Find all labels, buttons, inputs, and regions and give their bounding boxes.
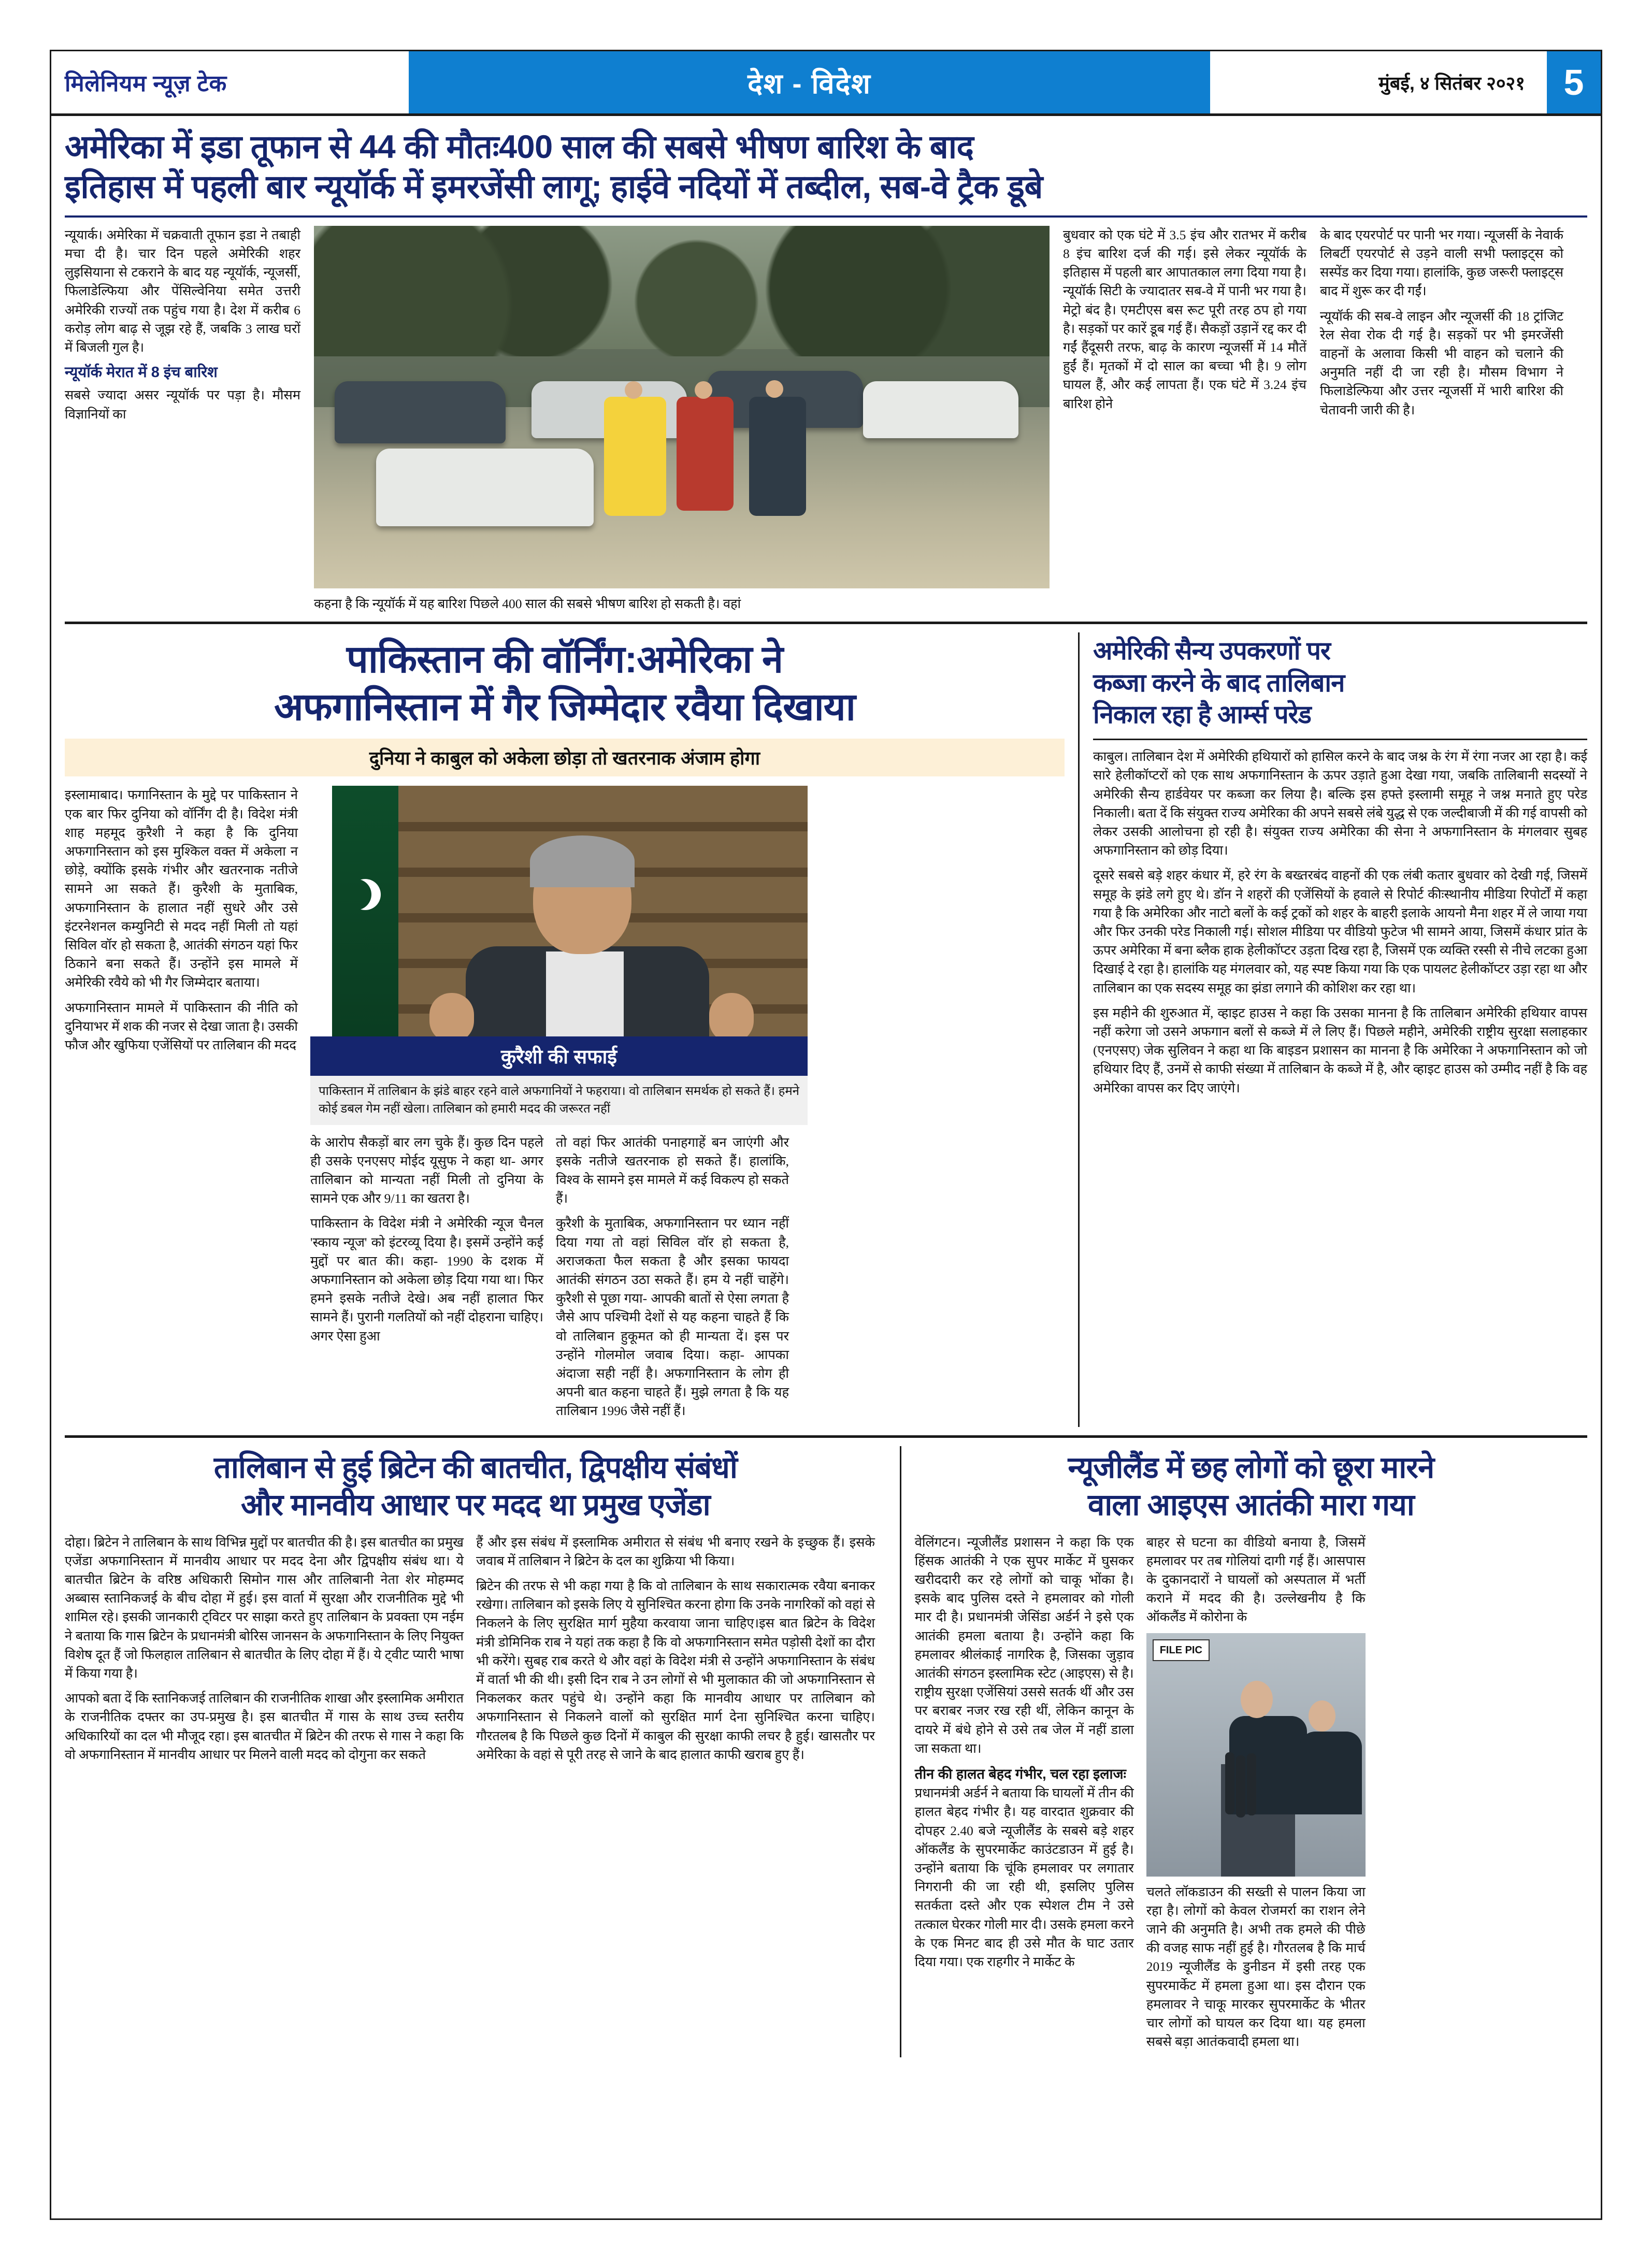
- nz-para-2: प्रधानमंत्री अर्डर्न ने बताया कि घायलों में तीन की हालत बेहद गंभीर है। यह वारदात शुक्रवार की दोपहर 2.40 बजे न्यूजीलैंड के सबसे बड़े शहर ऑकलैंड के सुपरमार्केट काउंटडाउन में हुई है। उन्होंने बताया कि चूंकि हमलावर पर लगातार निगरानी की जा रही थी, इसलिए पुलिस सतर्कता दस्ते और एक स्पेशल टीम ने उसे तत्काल घेरकर गोली मार दी। उसके हमला करने के एक मिनट बाद ही उसे मौत के घाट उतार दिया गया। एक राहगीर ने मार्केट के: [914, 1785, 1134, 1970]
- newzealand-columns: [915, 1533, 1587, 2058]
- newzealand-headline: [915, 1449, 1587, 1524]
- official-body: [1300, 1732, 1362, 1814]
- flag-white-bar: [310, 786, 332, 1076]
- speaker-hair: [530, 835, 635, 887]
- submerged-car: [335, 381, 506, 443]
- lead-para-4: के बाद एयरपोर्ट पर पानी भर गया। न्यूजर्सी के नेवार्क लिबर्टी एयरपोर्ट से उड़ने वाली सभी फ्लाइट्स को सस्पेंड कर दिया गया। हालांकि, कुछ जरूरी फ्लाइट्स बाद में शुरू कर दी गईं।: [1320, 227, 1563, 299]
- qureshi-photo: [310, 786, 808, 1076]
- person-head: [766, 380, 783, 398]
- britain-column-2: [476, 1533, 875, 1770]
- microphone-icon: [1247, 1753, 1256, 1815]
- pakistan-story: [65, 632, 1078, 1427]
- file-pic-tag: FILE PIC: [1153, 1639, 1210, 1661]
- lead-headline: [65, 127, 1587, 207]
- publication-brand: मिलेनियम न्यूज़ टेक: [65, 71, 227, 96]
- pakistan-para-1: इस्लामाबाद। फगानिस्तान के मुद्दे पर पाकिस्तान ने एक बार फिर दुनिया को वॉर्निंग दी है। विदेश मंत्री शाह महमूद कुरैशी ने कहा है कि दुनिया अफगानिस्तान को इस मुश्किल वक्त में अकेला न छोड़े, क्योंकि इसके गंभीर और खतरनाक नतीजे सामने आ सकते हैं। कुरैशी के मुताबिक, अफगानिस्तान के हालात नहीं सुधरे और उसे इंटरनेशनल कम्युनिटी से मदद नहीं मिली तो यहां सिविल वॉर हो सकता है, आतंकी संगठन यहां फिर ठिकाने बना सकते हैं। उन्होंने इस मामले में अमेरिकी रवैये को भी गैर जिम्मेदार बताया।: [65, 787, 298, 990]
- pakistan-columns: [65, 786, 1065, 1426]
- speaker-hand: [429, 993, 474, 1043]
- person-in-raincoat: [604, 397, 666, 516]
- taliban-para-2: दूसरे सबसे बड़े शहर कंधार में, हरे रंग के बख्तरबंद वाहनों की एक लंबी कतार बुधवार को देखी गई, जिसमें समूह के झंडे लगे हुए थे। डॉन ने शहरों की एजेंसियों के हवाले से रिपोर्ट कीःस्थानीय मीडिया रिपोर्टों में कहा गया है कि अमेरिका और नाटो बलों के कई ट्रकों को शहर के बाहरी इलाके आयनो मैना शहर में ले जाया गया और फिर उनकी परेड निकाली गई। सोशल मीडिया पर वीडियो फुटेज भी सामने आया, जिसमें कंधार प्रांत के ऊपर अमेरिका में बना ब्लैक हाक हेलीकॉप्टर उड़ता दिख रहा है, जिसमें एक व्यक्ति रस्सी से नीचे लटका हुआ दिखाई दे रहा है। हालांकि यह मंगलवार को, यह स्पष्ट किया गया कि एक पायलट हेलीकॉप्टर उड़ा रहा था और तालिबान का एक सदस्य समूह का झंडा लगाने की कोशिश कर रहा था।: [1093, 868, 1587, 996]
- pm-head: [1241, 1681, 1273, 1718]
- section-divider-2: [65, 1435, 1587, 1438]
- lead-para-3: बुधवार को एक घंटे में 3.5 इंच और रातभर में करीब 8 इंच बारिश दर्ज की गई। इसे लेकर न्यूयॉर्क के इतिहास में पहली बार आपातकाल लगा दिया गया है। न्यूयॉर्क सिटी के ज्यादातर सब-वे में पानी भर गया है। मेट्रो बंद है। एमटीएस बस रूट पूरी तरह ठप हो गया है। सड़कों पर कारें डूब गई हैं। सैकड़ों उड़ानें रद्द कर दी गईं हैंदूसरी तरफ, बाढ़ के कारण न्यूजर्सी में 14 मौतें हुईं हैं। मृतकों में दो साल का बच्चा भी है। 9 लोग घायल हैं, और कई लापता हैं। एक घंटे में 3.24 इंच बारिश होने: [1063, 227, 1306, 411]
- taliban-arms-body: [1093, 747, 1587, 1098]
- pakistan-headline-line1: पाकिस्तान की वॉर्निंग:अमेरिका ने: [346, 637, 783, 681]
- dateline: मुंबई, ४ सितंबर २०२१: [1378, 72, 1525, 94]
- pakistan-lower-col-1: [310, 1133, 543, 1427]
- lead-headline-line2: इतिहास में पहली बार न्यूयॉर्क में इमरजेंसी लागू; हाईवे नदियों में तब्दील, सब-वे ट्रैक डूबे: [65, 168, 1043, 205]
- britain-para-2: आपको बता दें कि स्तानिकजई तालिबान की राजनीतिक शाखा और इस्लामिक अमीरात के राजनीतिक दफ्तर का उप-प्रमुख है। इस बातचीत में गास के साथ उच्च स्तरीय अधिकारियों का दल भी मौजूद रहा। इस बातचीत में ब्रिटेन की तरफ से गास ने कहा कि वो अफगानिस्तान में मानवीय आधार पर मिलने वाली मदद को दोगुना कर सकते: [65, 1691, 464, 1762]
- auckland-photo: [1146, 1633, 1366, 1877]
- flood-photo: [314, 226, 1050, 588]
- britain-headline-line2: और मानवीय आधार पर मदद था प्रमुख एजेंडा: [241, 1488, 710, 1522]
- pakistan-headline: [65, 636, 1065, 731]
- masthead-left: [51, 51, 409, 113]
- taliban-para-3: इस महीने की शुरुआत में, व्हाइट हाउस ने कहा कि उसका मानना है कि तालिबान अमेरिकी हथियार वापस नहीं करेगा जो उसने अफगान बलों से कब्जे में ले लिए हैं। पिछले महीने, अमेरिकी राष्ट्रीय सुरक्षा सलाहकार (एनएसए) जेक सुलिवन ने कहा था कि बाइडन प्रशासन का मानना है कि अमेरिका ने अफगानिस्तान को जो हथियार दिए हैं, उनमें से काफी संख्या में तालिबान के कब्जे में है, और व्हाइट हाउस को उम्मीद नहीं है कि वह अमेरिका वापस कर दिए जाएंगे।: [1093, 1005, 1587, 1095]
- section-band: [409, 51, 1210, 113]
- flag-crescent-icon: [340, 879, 371, 910]
- lead-para-2: सबसे ज्यादा असर न्यूयॉर्क पर पड़ा है। मौसम विज्ञानियों का: [65, 387, 300, 422]
- person-head: [625, 381, 642, 399]
- nz-headline-line1: न्यूजीलैंड में छह लोगों को छूरा मारने: [1068, 1450, 1434, 1484]
- pakistan-lower-col-2: [556, 1133, 789, 1427]
- nz-para-1: वेलिंगटन। न्यूजीलैंड प्रशासन ने कहा कि एक हिंसक आतंकी ने एक सुपर मार्केट में घुसकर खरीददारी कर रहे लोगों को चाकू भोंका है। इसके बाद पुलिस दस्ते ने हमलावर को गोली मार दी है। प्रधानमंत्री जेसिंडा अर्डर्न ने इसे एक आतंकी हमला बताया है। उन्होंने कहा कि हमलावर श्रीलंकाई नागरिक है, जिसका जुड़ाव आतंकी संगठन इस्लामिक स्टेट (आइएस) से है। राष्ट्रीय सुरक्षा एजेंसियां उससे सतर्क थीं और उस पर बराबर नजर रख रही थीं, लेकिन कानून के दायरे में बंधे होने से उसे तब जेल में नहीं डाला जा सकता था।: [914, 1534, 1134, 1756]
- britain-para-4: ब्रिटेन की तरफ से भी कहा गया है कि वो तालिबान के साथ सकारात्मक रवैया बनाकर रखेगा। तालिबान को इसके लिए ये सुनिश्चित करना होगा कि उनके नागरिकों को वहां से निकलने के लिए सुरक्षित मार्ग मुहैया करवाया जाना चाहिए।इस बात ब्रिटेन के विदेश मंत्री डोमिनिक राब ने यहां तक कहा है कि वो अफगानिस्तान समेत पड़ोसी देशों का दौरा भी करेंगे। सुबह राब करते थे और वहां के विदेश मंत्री से उन्होंने अफगानिस्तान के संबंध में वार्ता भी की थी। इसी दिन राब ने उन लोगों से भी मुलाकात की जो अफगानिस्तान से निकलकर कतर पहुंचे थे। उन्होंने कहा कि मानवीय आधार पर तालिबान को अफगानिस्तान से निकलने वालों को सुरक्षित मार्ग देना सुनिश्चित करना चाहिए। गौरतलब है कि पिछले कुछ दिनों में काबुल की सुरक्षा काफी लचर है हुई। खासतौर पर अमेरिका के वहां से पूरी तरह से जाने के बाद हालात काफी खराब हुए हैं।: [476, 1578, 875, 1762]
- section-title: देश - विदेश: [748, 68, 871, 99]
- story-divider: [1093, 739, 1587, 740]
- lead-story: [51, 116, 1601, 218]
- lead-subhead: न्यूयॉर्क मेरात में 8 इंच बारिश: [65, 364, 218, 381]
- microphone-icon: [1236, 1755, 1245, 1818]
- nz-para-4: चलते लॉकडाउन की सख्ती से पालन किया जा रहा है। लोगों को केवल रोजमर्रा का राशन लेने जाने की अनुमति है। अभी तक हमले की पीछे की वजह साफ नहीं हुई है। गौरतलब है कि मार्च 2019 न्यूजीलैंड के डुनीडन में इसी तरह एक सुपरमार्केट में हमला हुआ था। इस दौरान एक हमलावर ने चाकू मारकर सुपरमार्केट के भीतर चार लोगों को घायल कर दिया था। यह हमला सबसे बड़ा आतंकवादी हमला था।: [1146, 1884, 1366, 2050]
- taliban-para-1: काबुल। तालिबान देश में अमेरिकी हथियारों को हासिल करने के बाद जश्न के रंग में रंगा नजर आ रहा है। कई सारे हेलीकॉप्टरों को एक साथ अफगानिस्तान के ऊपर उड़ाते हुआ देखा गया, जबकि तालिबानी सदस्यों ने अमेरिकी सैन्य हार्डवेयर पर कब्जा कर लिया है। बल्कि इस हफ्ते इस्लामी समूह ने जश्न मनाते हुए परेड निकाली। बता दें कि संयुक्त राज्य अमेरिका की अपने सबसे लंबे युद्ध से एक जल्दीबाजी में की गई वापसी को लेकर उसकी आलोचना हो रही है। संयुक्त राज्य अमेरिका की सेना ने अफगानिस्तान के मंगलवार सुबह अफगानिस्तान को छोड़ दिया।: [1093, 749, 1587, 858]
- lead-para-1: न्यूयार्क। अमेरिका में चक्रवाती तूफान इडा ने तबाही मचा दी है। चार दिन पहले अमेरिकी शहर लुइसियाना से टकराने के बाद यह न्यूयॉर्क, न्यूजर्सी, फिलाडेल्फिया और पेंसिल्वेनिया समेत उत्तरी अमेरिकी राज्यों तक पहुंच गया है। देश में करीब 6 करोड़ लोग बाढ़ से जूझ रहे हैं, जबकि 3 लाख घरों में बिजली गुल है।: [65, 227, 300, 355]
- page-number: 5: [1542, 51, 1601, 113]
- pakistan-para-5: तो वहां फिर आतंकी पनाहगाहें बन जाएंगी और इसके नतीजे खतरनाक हो सकते हैं। हालांकि, विश्व के सामने इस मामले में कई विकल्प हो सकते हैं।: [556, 1134, 789, 1206]
- bottom-section: [51, 1446, 1601, 2058]
- photo-caption: कहना है कि न्यूयॉर्क में यह बारिश पिछले 400 साल की सबसे भीषण बारिश हो सकती है। वहां: [314, 596, 741, 611]
- nz-column-2: [1146, 1533, 1366, 2058]
- pakistan-column-3: [820, 786, 1053, 1426]
- lead-headline-line1: अमेरिका में इडा तूफान से 44 की मौतः400 साल की सबसे भीषण बारिश के बाद: [65, 129, 974, 165]
- lead-photo-block: [314, 226, 1050, 613]
- britain-column-1: [65, 1533, 464, 1770]
- taliban-headline-line2: कब्जा करने के बाद तालिबान: [1093, 669, 1345, 697]
- pakistan-headline-line2: अफगानिस्तान में गैर जिम्मेदार रवैया दिखाया: [274, 685, 855, 728]
- nz-para-3: बाहर से घटना का वीडियो बनाया है, जिसमें हमलावर पर तब गोलियां दागी गई हैं। आसपास के दुकानदारों ने घायलों को अस्पताल में भर्ती कराने में मदद की है। उल्लेखनीय है कि ऑकलैंड में कोरोना के: [1146, 1534, 1366, 1625]
- pakistan-flag: [310, 786, 398, 1076]
- newzealand-story: [900, 1446, 1587, 2058]
- lead-body: [51, 218, 1601, 613]
- britain-headline: [65, 1449, 886, 1524]
- submerged-car: [863, 381, 1018, 438]
- nz-column-1: [915, 1533, 1134, 2058]
- britain-para-1: दोहा। ब्रिटेन ने तालिबान के साथ विभिन्न मुद्दों पर बातचीत की है। इस बातचीत का प्रमुख एजेंडा अफगानिस्तान में मानवीय आधार पर मदद देना और द्विपक्षीय संबंध था। ये बातचीत ब्रिटेन के वरिष्ठ अधिकारी सिमोन गास और तालिबानी नेता शेर मोहम्मद अब्बास स्तानिकजई के बीच दोहा में हुई। इस वार्ता में सुरक्षा और राजनीतिक मुद्दे भी शामिल रहे। इसकी जानकारी ट्विटर पर साझा करते हुए तालिबान के प्रवक्ता एम नईम ने बताया कि गास ब्रिटेन के प्रधानमंत्री बोरिस जानसन के अफगानिस्तान के लिए नियुक्त विशेष दूत हैं जो फिलहाल तालिबान से बातचीत के लिए दोहा में हैं। ये ट्वीट प्यारी भाषा में किया गया है।: [65, 1534, 464, 1681]
- taliban-headline-line3: निकाल रहा है आर्म्स परेड: [1093, 701, 1311, 729]
- pakistan-photo-block: [310, 786, 808, 1426]
- lead-para-5: न्यूयॉर्क की सब-वे लाइन और न्यूजर्सी की 18 ट्रांजिट रेल सेवा रोक दी गई है। सड़कों पर भी इमरजेंसी वाहनों के अलावा किसी भी वाहन को चलाने की अनुमति नहीं दी जा रही है। मौसम विभाग ने फिलाडेल्फिया और उत्तर न्यूजर्सी में भारी बारिश की चेतावनी जारी की है।: [1320, 308, 1563, 417]
- masthead: [51, 51, 1601, 116]
- section-divider: [65, 622, 1587, 624]
- britain-columns: [65, 1533, 886, 1770]
- pakistan-column-1: [65, 786, 298, 1426]
- middle-section: [51, 632, 1601, 1427]
- taliban-headline-line1: अमेरिकी सैन्य उपकरणों पर: [1093, 637, 1330, 665]
- official-head: [1309, 1700, 1335, 1732]
- speaker-hand: [709, 993, 754, 1043]
- britain-para-3: हैं और इस संबंध में इस्लामिक अमीरात से संबंध भी बनाए रखने के इच्छुक हैं। इसके जवाब में तालिबान ने ब्रिटेन के दल का शुक्रिया भी किया।: [476, 1534, 875, 1568]
- pakistan-para-2: अफगानिस्तान मामले में पाकिस्तान की नीति को दुनियाभर में शक की नजर से देखा जाता है। उसकी फौज और खुफिया एजेंसियों पर तालिबान की मदद: [65, 1000, 298, 1053]
- pakistan-lower-columns: [310, 1133, 808, 1427]
- pakistan-para-6: कुरैशी के मुताबिक, अफगानिस्तान पर ध्यान नहीं दिया गया तो वहां सिविल वॉर हो सकता है, अराजकता फैल सकता है और इसका फायदा आतंकी संगठन उठा सकते हैं। हम ये नहीं चाहेंगे। कुरैशी से पूछा गया- आपकी बातों से ऐसा लगता है जैसे आप पश्चिमी देशों से यह कहना चाहते हैं कि वो तालिबान हुकूमत को ही मान्यता दें। इस पर उन्होंने गोलमोल जवाब दिया। कहा- आपका अंदाजा सही नहीं है। अफगानिस्तान के लोग ही अपनी बात कहना चाहते हैं। मुझे लगता है कि यह तालिबान 1996 जैसे नहीं हैं।: [556, 1216, 789, 1419]
- taliban-arms-story: [1078, 632, 1587, 1427]
- photo-caption-box: पाकिस्तान में तालिबान के झंडे बाहर रहने वाले अफगानियों ने फहराया। वो तालिबान समर्थक हो सकते हैं। हमने कोई डबल गेम नहीं खेला। तालिबान को हमारी मदद की जरूरत नहीं: [310, 1076, 808, 1124]
- pakistan-kicker: दुनिया ने काबुल को अकेला छोड़ा तो खतरनाक अंजाम होगा: [65, 739, 1065, 776]
- pakistan-para-4: पाकिस्तान के विदेश मंत्री ने अमेरिकी न्यूज चैनल 'स्काय न्यूज' को इंटरव्यू दिया है। इसमें उन्होंने कई मुद्दों पर बात की। कहा- 1990 के दशक में अफगानिस्तान को अकेला छोड़ दिया गया था। फिर हमने इसके नतीजे देखे। अब नहीं हालात फिर सामने हैं। पुरानी गलतियों को नहीं दोहराना चाहिए। अगर ऐसा हुआ: [310, 1216, 543, 1344]
- person-in-red: [677, 397, 734, 511]
- nz-headline-line2: वाला आइएस आतंकी मारा गया: [1087, 1488, 1414, 1522]
- microphone-icon: [1225, 1752, 1234, 1814]
- masthead-right: [1210, 51, 1542, 113]
- britain-headline-line1: तालिबान से हुई ब्रिटेन की बातचीत, द्विपक्षीय संबंधों: [213, 1450, 737, 1484]
- page-frame: [50, 50, 1602, 2220]
- pakistan-para-3: के आरोप सैकड़ों बार लग चुके हैं। कुछ दिन पहले ही उसके एनएसए मोईद यूसुफ ने कहा था- अगर तालिबान को मान्यता नहीं मिली तो दुनिया के सामने एक और 9/11 का खतरा है।: [310, 1134, 543, 1206]
- lead-column-3: [1063, 226, 1306, 613]
- photo-label: कुरैशी की सफाई: [310, 1036, 808, 1076]
- submerged-car: [376, 449, 594, 526]
- taliban-arms-headline: [1093, 636, 1587, 731]
- nz-subhead: तीन की हालत बेहद गंभीर, चल रहा इलाजः: [914, 1766, 1127, 1782]
- person-wading: [749, 397, 806, 516]
- photo-trees: [314, 226, 1050, 356]
- lead-column-1: [65, 226, 300, 613]
- britain-story: [65, 1446, 900, 2058]
- person-head: [695, 381, 712, 399]
- lead-column-4: [1320, 226, 1563, 613]
